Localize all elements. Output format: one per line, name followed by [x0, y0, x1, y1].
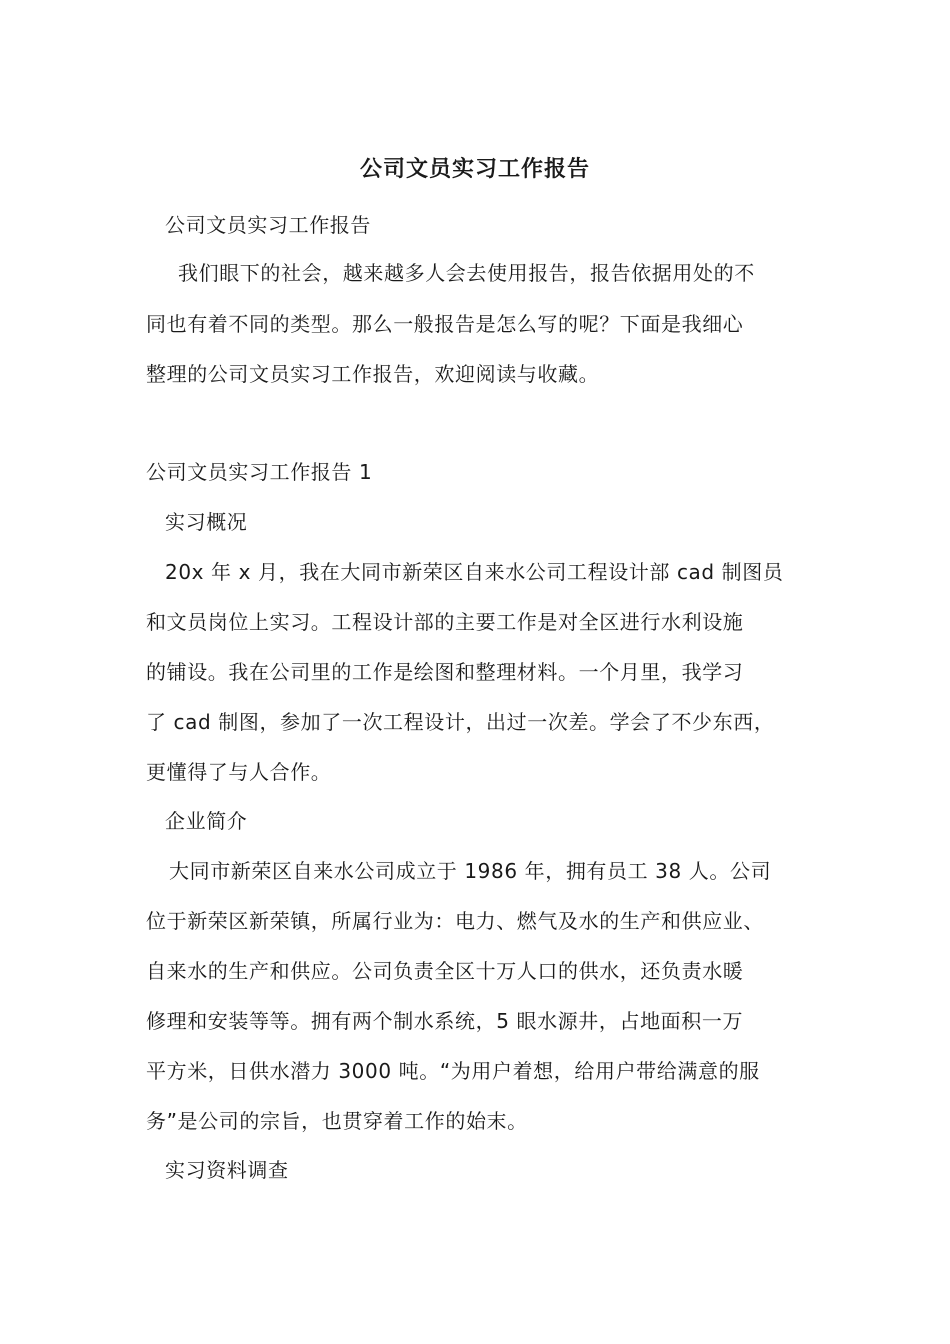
profile-line-4: 修理和安装等等。拥有两个制水系统，5 眼水源井，占地面积一万: [146, 1009, 744, 1033]
intro-line-3: 整理的公司文员实习工作报告，欢迎阅读与收藏。: [146, 362, 600, 386]
intro-line-1: 我们眼下的社会，越来越多人会去使用报告，报告依据用处的不: [178, 261, 755, 285]
profile-line-3: 自来水的生产和供应。公司负责全区十万人口的供水，还负责水暖: [146, 959, 744, 983]
section-heading-report-1: 公司文员实习工作报告 1: [146, 460, 373, 484]
heading-company-profile: 企业简介: [165, 809, 248, 833]
profile-line-6: 务”是公司的宗旨，也贯穿着工作的始末。: [146, 1109, 528, 1133]
profile-line-1: 大同市新荣区自来水公司成立于 1986 年，拥有员工 38 人。公司: [169, 859, 772, 883]
overview-line-5: 更懂得了与人合作。: [146, 760, 332, 784]
overview-line-4: 了 cad 制图，参加了一次工程设计，出过一次差。学会了不少东西，: [146, 710, 775, 734]
heading-internship-overview: 实习概况: [165, 510, 248, 534]
profile-line-2: 位于新荣区新荣镇，所属行业为：电力、燃气及水的生产和供应业、: [146, 909, 764, 933]
document-title: 公司文员实习工作报告: [359, 157, 590, 182]
intro-line-2: 同也有着不同的类型。那么一般报告是怎么写的呢？下面是我细心: [146, 312, 744, 336]
subtitle-line: 公司文员实习工作报告: [165, 213, 371, 237]
profile-line-5: 平方米，日供水潜力 3000 吨。“为用户着想，给用户带给满意的服: [146, 1059, 760, 1083]
overview-line-2: 和文员岗位上实习。工程设计部的主要工作是对全区进行水利设施: [146, 610, 744, 634]
overview-line-1: 20x 年 x 月，我在大同市新荣区自来水公司工程设计部 cad 制图员: [165, 560, 784, 584]
overview-line-3: 的铺设。我在公司里的工作是绘图和整理材料。一个月里，我学习: [146, 660, 744, 684]
heading-internship-research: 实习资料调查: [165, 1158, 289, 1182]
